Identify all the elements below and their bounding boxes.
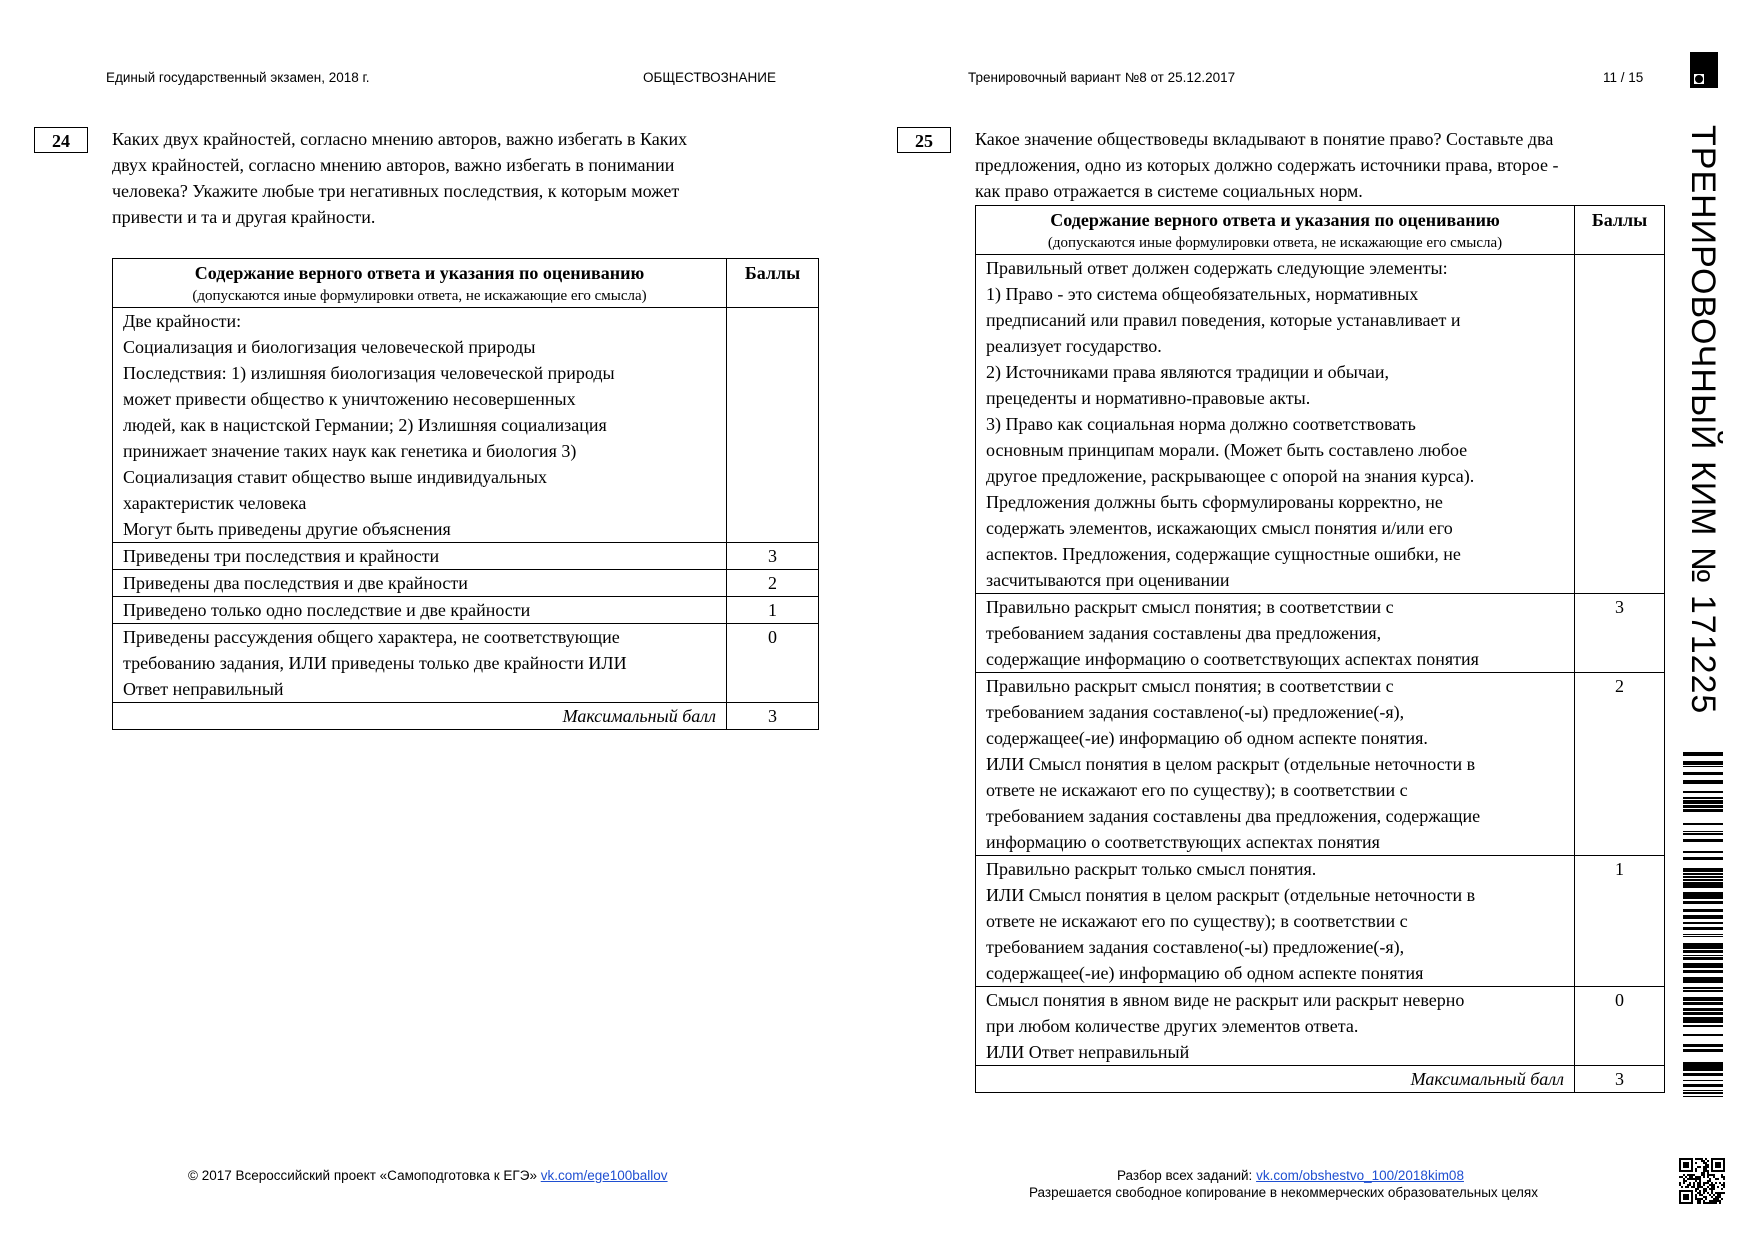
criterion-score: 2 <box>1575 673 1665 856</box>
question-24-text: Каких двух крайностей, согласно мнению авторов, важно избегать в Каких двух крайностей, согласно мнению авторов, важно избегать в понимании человека? Укажите любые три негативных последствия, к которым может привести и та и другая крайности. <box>112 129 688 227</box>
footer-analysis-text: Разбор всех заданий: <box>1117 1168 1253 1183</box>
table-row-max <box>113 703 819 730</box>
max-score-value: 3 <box>727 703 819 730</box>
criterion-text: Смысл понятия в явном виде не раскрыт или раскрыт неверно при любом количестве других элементов ответа. ИЛИ Ответ неправильный <box>976 987 1575 1066</box>
page-corner-icon <box>1690 52 1718 88</box>
criterion-score: 3 <box>727 543 819 570</box>
criterion-text: Приведено только одно последствие и две крайности <box>113 597 727 624</box>
answer-score-empty <box>727 308 819 543</box>
table-header-content: Содержание верного ответа и указания по оцениванию (допускаются иные формулировки ответа, не искажающие его смысла) <box>976 206 1575 255</box>
question-24-number: 24 <box>34 127 88 153</box>
header-variant: Тренировочный вариант №8 от 25.12.2017 <box>968 70 1236 85</box>
table-header-row <box>113 259 819 308</box>
criterion-text: Приведены три последствия и крайности <box>113 543 727 570</box>
table-row <box>113 624 819 703</box>
table-row <box>113 543 819 570</box>
table-row <box>976 673 1665 856</box>
table-row-max <box>976 1066 1665 1093</box>
table-row <box>976 255 1665 594</box>
footer-copyright-text: © 2017 Всероссийский проект «Самоподготовка к ЕГЭ» <box>188 1168 537 1183</box>
criterion-text: Правильно раскрыт смысл понятия; в соответствии с требованием задания составлено(-ы) предложение(-я), содержащее(-ие) информацию об одном аспекте понятия. ИЛИ Смысл понятия в целом раскрыт (отдельные неточности в ответе не искажают его по существу); в соответствии с требованием задания составлены два предложения, содержащие информацию о соответствующих аспектах понятия <box>976 673 1575 856</box>
max-score-label: Максимальный балл <box>113 703 727 730</box>
answer-content: Правильный ответ должен содержать следующие элементы: 1) Право - это система общеобязательных, нормативных предписаний или правил поведения, которые устанавливает и реализует государство. 2) Источниками права являются традиции и обычаи, прецеденты и нормативно-правовые акты. 3) Право как социальная норма должно соответствовать основным принципам морали. (Может быть составлено любое другое предложение, раскрывающее с опорой на знания курса). Предложения должны быть сформулированы корректно, не содержать элементов, искажающих смысл понятия и/или его аспектов. Предложения, содержащие сущностные ошибки, не засчитываются при оценивании <box>976 255 1575 594</box>
header-page-number: 11 / 15 <box>1603 70 1644 85</box>
footer-analysis-link[interactable]: vk.com/obshestvo_100/2018kim08 <box>1256 1168 1464 1183</box>
question-25-answer-table <box>975 205 1665 1093</box>
table-row <box>976 856 1665 987</box>
max-score-value: 3 <box>1575 1066 1665 1093</box>
criterion-score: 1 <box>1575 856 1665 987</box>
header-exam-title: Единый государственный экзамен, 2018 г. <box>106 70 370 85</box>
criterion-text: Правильно раскрыт смысл понятия; в соответствии с требованием задания составлены два предложения, содержащие информацию о соответствующих аспектах понятия <box>976 594 1575 673</box>
side-title-vertical: ТРЕНИРОВОЧНЫЙ КИМ № 171225 <box>1684 125 1722 715</box>
criterion-text: Приведены рассуждения общего характера, не соответствующие требованию задания, ИЛИ приведены только две крайности ИЛИ Ответ неправильный <box>113 624 727 703</box>
criterion-score: 1 <box>727 597 819 624</box>
table-header-row <box>976 206 1665 255</box>
table-header-content: Содержание верного ответа и указания по оцениванию (допускаются иные формулировки ответа, не искажающие его смысла) <box>113 259 727 308</box>
barcode-icon <box>1683 752 1723 1097</box>
question-24-answer-table <box>112 258 819 730</box>
table-row <box>113 597 819 624</box>
footer-analysis <box>1117 1168 1464 1183</box>
table-header-score: Баллы <box>1575 206 1665 255</box>
footer-copyright-link[interactable]: vk.com/ege100ballov <box>540 1168 668 1183</box>
answer-score-empty <box>1575 255 1665 594</box>
table-row <box>113 308 819 543</box>
criterion-text: Приведены два последствия и две крайности <box>113 570 727 597</box>
question-25-number: 25 <box>897 127 951 153</box>
table-row <box>113 570 819 597</box>
answer-content: Две крайности: Социализация и биологизация человеческой природы Последствия: 1) излишняя биологизация человеческой природы может привести общество к уничтожению несовершенных людей, как в нацистской Германии; 2) Излишняя социализация принижает значение таких наук как генетика и биология 3) Социализация ставит общество выше индивидуальных характеристик человека Могут быть приведены другие объяснения <box>113 308 727 543</box>
max-score-label: Максимальный балл <box>976 1066 1575 1093</box>
footer-license: Разрешается свободное копирование в некоммерческих образовательных целях <box>1029 1185 1538 1200</box>
table-row <box>976 987 1665 1066</box>
table-row <box>976 594 1665 673</box>
table-header-score: Баллы <box>727 259 819 308</box>
criterion-score: 2 <box>727 570 819 597</box>
qr-code-icon <box>1679 1158 1725 1204</box>
criterion-text: Правильно раскрыт только смысл понятия. ИЛИ Смысл понятия в целом раскрыт (отдельные неточности в ответе не искажают его по существу); в соответствии с требованием задания составлено(-ы) предложение(-я), содержащее(-ие) информацию об одном аспекте понятия <box>976 856 1575 987</box>
criterion-score: 3 <box>1575 594 1665 673</box>
criterion-score: 0 <box>727 624 819 703</box>
criterion-score: 0 <box>1575 987 1665 1066</box>
question-25-text: Какое значение обществоведы вкладывают в понятие право? Составьте два предложения, одно из которых должно содержать источники права, второе - как право отражается в системе социальных норм. <box>975 129 1559 201</box>
footer-copyright <box>188 1168 668 1183</box>
header-subject: ОБЩЕСТВОЗНАНИЕ <box>643 70 776 85</box>
